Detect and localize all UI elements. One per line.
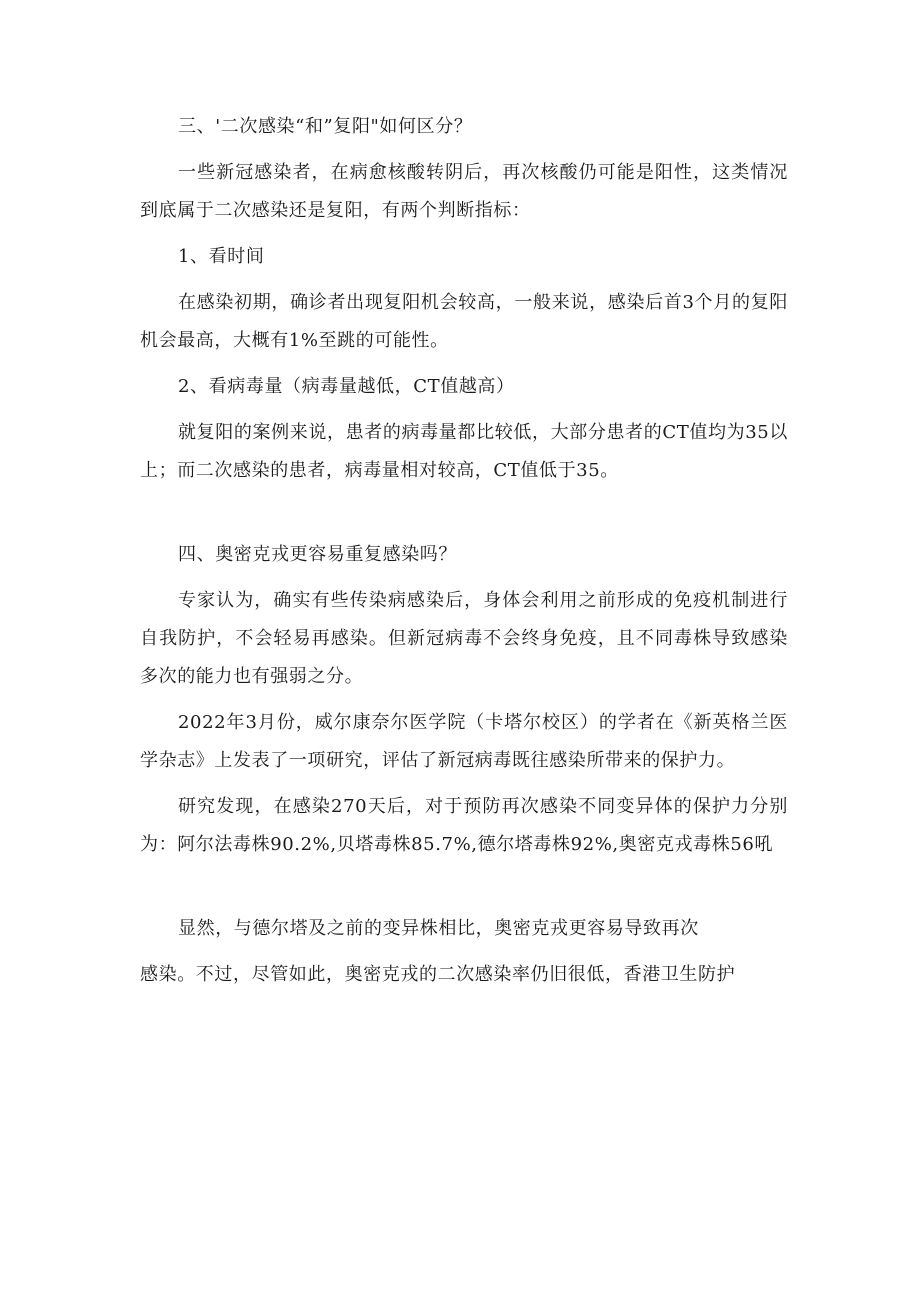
section-4-paragraph-4-line-2: 感染。不过，尽管如此，奥密克戎的二次感染率仍旧很低，香港卫生防护 [140,964,736,985]
section-3-heading: 三、'二次感染“和”复阳"如何区分？ [178,116,473,137]
item-1-title: 1、看时间 [178,246,265,267]
item-2-text: 就复阳的案例来说，患者的病毒量都比较低，大部分患者的CT值均为35以上；而二次感染的患者，病毒量相对较高，CT值低于35。 [140,422,788,481]
section-4-paragraph-4-line-1: 显然，与德尔塔及之前的变异株相比，奥密克戎更容易导致再次 [178,918,699,939]
document-page [140,108,788,994]
section-3-intro: 一些新冠感染者，在病愈核酸转阴后，再次核酸仍可能是阳性，这类情况到底属于二次感染还是复阳，有两个判断指标： [140,162,788,221]
item-1-text: 在感染初期，确诊者出现复阳机会较高，一般来说，感染后首3个月的复阳机会最高，大概有1%至跳的可能性。 [140,292,788,351]
section-4-heading: 四、奥密克戎更容易重复感染吗？ [178,544,457,565]
section-4-paragraph-1: 专家认为，确实有些传染病感染后，身体会利用之前形成的免疫机制进行自我防护，不会轻易再感染。但新冠病毒不会终身免疫，且不同毒株导致感染多次的能力也有强弱之分。 [140,590,788,687]
item-2-title: 2、看病毒量（病毒量越低，CT值越高） [178,376,515,397]
section-4-paragraph-3: 研究发现，在感染270天后，对于预防再次感染不同变异体的保护力分别为：阿尔法毒株90.2%,贝塔毒株85.7%,德尔塔毒株92%,奥密克戎毒株56吼 [140,796,788,855]
section-4-paragraph-2: 2022年3月份，威尔康奈尔医学院（卡塔尔校区）的学者在《新英格兰医学杂志》上发表了一项研究，评估了新冠病毒既往感染所带来的保护力。 [140,712,788,771]
